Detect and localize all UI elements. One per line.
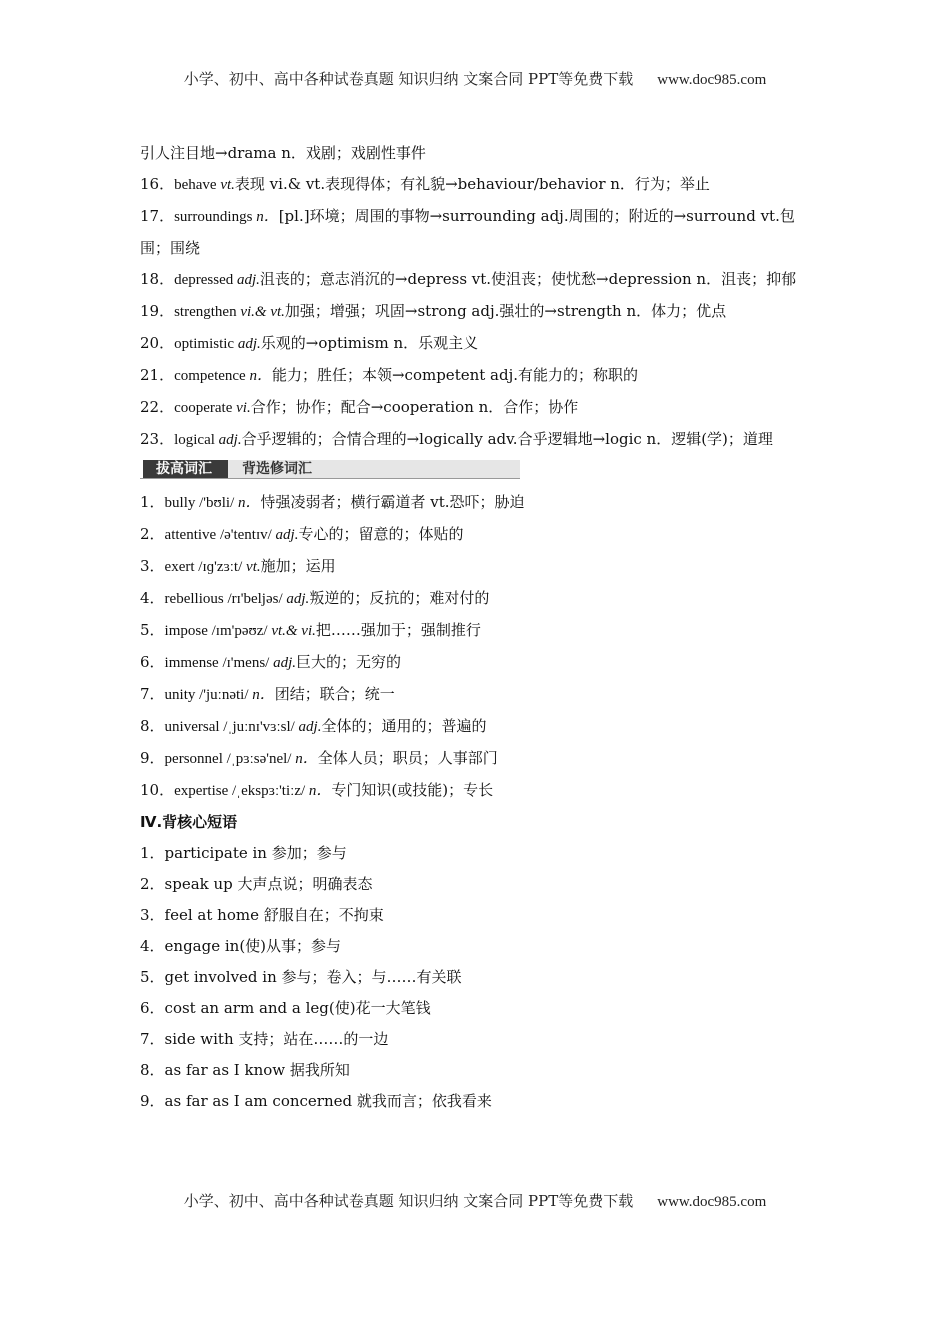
phrase-item: 7．side with 支持；站在……的一边 — [140, 1030, 389, 1048]
phrase-item: 5．get involved in 参与；卷入；与……有关联 — [140, 968, 462, 986]
entry-definition: 专心的；留意的；体贴的 — [298, 525, 464, 543]
vocab-entry — [140, 775, 815, 807]
entry-pos: adj. — [298, 719, 322, 735]
entry-pos: vt. — [246, 559, 261, 575]
document-body — [140, 138, 815, 1117]
entry-pos: n． — [308, 783, 332, 799]
phrase-item: 6．cost an arm and a leg(使)花一大笔钱 — [140, 999, 431, 1017]
phrase-list — [140, 838, 815, 1117]
entry-number: 2． — [140, 525, 165, 543]
entry-word: competence — [174, 368, 250, 384]
entry-word: impose /ɪm'pəʊz/ — [164, 623, 272, 639]
footer-text: 小学、初中、高中各种试卷真题 知识归纳 文案合同 PPT等免费下载 — [183, 1192, 634, 1210]
banner-tag: 拔高词汇 — [140, 460, 228, 478]
entry-number: 5． — [140, 621, 165, 639]
entry-definition: 能力；胜任；本领→competent adj.有能力的；称职的 — [271, 366, 639, 384]
entry-pos: n． — [238, 495, 261, 511]
entry-definition: 团结；联合；统一 — [274, 685, 395, 703]
entry-number: 16． — [140, 175, 175, 193]
entry-pos: n． — [295, 751, 318, 767]
vocab-entry — [140, 328, 815, 360]
vocab-entry — [140, 583, 815, 615]
vocab-entry — [140, 296, 815, 328]
entry-definition: 沮丧的；意志消沉的→depress vt.使沮丧；使忧愁→depression n．沮丧；抑郁 — [259, 270, 797, 288]
entry-number: 22． — [140, 398, 175, 416]
entry-number: 10． — [140, 781, 175, 799]
entry-definition: 乐观的→optimism n．乐观主义 — [260, 334, 479, 352]
entry-definition: 加强；增强；巩固→strong adj.强壮的→strength n．体力；优点 — [284, 302, 727, 320]
entry-word: universal /ˌjuːnɪ'vɜːsl/ — [164, 719, 299, 735]
vocab-entry — [140, 138, 815, 169]
entry-number: 23． — [140, 430, 175, 448]
entry-definition: 专门知识(或技能)；专长 — [331, 781, 494, 799]
vocab-entry — [140, 679, 815, 711]
entry-definition: 全体的；通用的；普遍的 — [321, 717, 487, 735]
entry-word: exert /ɪɡ'zɜːt/ — [164, 559, 247, 575]
vocab-entry — [140, 201, 815, 264]
entry-pos: n． — [249, 368, 272, 384]
entry-number: 3． — [140, 557, 165, 575]
page-footer — [0, 1190, 950, 1211]
phrases-heading: Ⅳ.背核心短语 — [140, 813, 238, 831]
entry-number: 9． — [140, 749, 165, 767]
header-url[interactable]: www.doc985.com — [657, 72, 767, 88]
entry-number: 20． — [140, 334, 175, 352]
entry-word: optimistic — [174, 336, 238, 352]
entry-word: expertise /ˌekspɜː'tiːz/ — [174, 783, 309, 799]
entry-definition: 施加；运用 — [260, 557, 336, 575]
entry-number: 19． — [140, 302, 175, 320]
page-header — [0, 68, 950, 89]
entry-word: unity /'juːnəti/ — [164, 687, 253, 703]
entry-definition: 把……强加于；强制推行 — [315, 621, 481, 639]
entry-pos: vt. — [220, 177, 235, 193]
entry-pos: n． — [256, 209, 279, 225]
phrase-item: 8．as far as I know 据我所知 — [140, 1061, 350, 1079]
entry-pos: adj. — [275, 527, 299, 543]
advanced-vocab-list — [140, 487, 815, 807]
entry-word: personnel /ˌpɜːsə'nel/ — [164, 751, 296, 767]
entry-definition: 叛逆的；反抗的；难对付的 — [309, 589, 490, 607]
entry-word: surroundings — [174, 209, 257, 225]
entry-word: attentive /ə'tentɪv/ — [164, 527, 276, 543]
entry-word: rebellious /rɪ'beljəs/ — [164, 591, 287, 607]
entry-definition: 引人注目地→drama n．戏剧；戏剧性事件 — [140, 144, 426, 162]
vocab-entry — [140, 647, 815, 679]
vocab-entry — [140, 551, 815, 583]
phrase-item: 4．engage in(使)从事；参与 — [140, 937, 342, 955]
entry-number: 18． — [140, 270, 175, 288]
entry-pos: n． — [252, 687, 275, 703]
entry-pos: vi. — [236, 400, 251, 416]
section-banner — [140, 460, 520, 479]
entry-definition: 巨大的；无穷的 — [296, 653, 402, 671]
entry-definition: 合作；协作；配合→cooperation n．合作；协作 — [250, 398, 579, 416]
entry-word: bully /'bʊli/ — [164, 495, 238, 511]
entry-word: logical — [174, 432, 219, 448]
entry-definition: 表现 vi.& vt.表现得体；有礼貌→behaviour/behavior n．行为；举止 — [234, 175, 710, 193]
entry-pos: vt.& vi. — [271, 623, 316, 639]
phrase-item: 1．participate in 参加；参与 — [140, 844, 347, 862]
vocab-entry — [140, 711, 815, 743]
entry-pos: adj. — [237, 272, 260, 288]
entry-word: depressed — [174, 272, 237, 288]
entry-definition: 恃强凌弱者；横行霸道者 vt.恐吓；胁迫 — [260, 493, 525, 511]
phrase-item: 9．as far as I am concerned 就我而言；依我看来 — [140, 1092, 492, 1110]
vocab-entry — [140, 743, 815, 775]
entry-word: strengthen — [174, 304, 241, 320]
footer-url[interactable]: www.doc985.com — [657, 1194, 767, 1210]
entry-number: 8． — [140, 717, 165, 735]
entry-number: 17． — [140, 207, 175, 225]
entry-definition: 合乎逻辑的；合情合理的→logically adv.合乎逻辑地→logic n．逻辑(学)；道理 — [241, 430, 773, 448]
entry-number: 6． — [140, 653, 165, 671]
entry-number: 1． — [140, 493, 165, 511]
entry-word: behave — [174, 177, 221, 193]
banner-title: 背选修词汇 — [242, 461, 312, 477]
vocab-entry — [140, 487, 815, 519]
entry-number: 7． — [140, 685, 165, 703]
entry-pos: adj. — [218, 432, 242, 448]
entry-pos: vi.& vt. — [240, 304, 285, 320]
header-text: 小学、初中、高中各种试卷真题 知识归纳 文案合同 PPT等免费下载 — [183, 70, 634, 88]
vocab-entry — [140, 169, 815, 201]
vocab-entry — [140, 360, 815, 392]
vocab-entry — [140, 615, 815, 647]
entry-word: immense /ɪ'mens/ — [164, 655, 274, 671]
vocab-entry — [140, 392, 815, 424]
vocab-entry — [140, 519, 815, 551]
entry-definition: [pl.]环境；周围的事物→surrounding adj.周围的；附近的→surround vt.包围；围绕 — [140, 207, 795, 257]
phrase-item: 2．speak up 大声点说；明确表态 — [140, 875, 373, 893]
vocab-list-continued — [140, 138, 815, 456]
entry-pos: adj. — [273, 655, 296, 671]
entry-word: cooperate — [174, 400, 237, 416]
phrase-item: 3．feel at home 舒服自在；不拘束 — [140, 906, 384, 924]
vocab-entry — [140, 424, 815, 456]
entry-number: 21． — [140, 366, 175, 384]
vocab-entry — [140, 264, 815, 296]
entry-pos: adj. — [237, 336, 261, 352]
entry-number: 4． — [140, 589, 165, 607]
entry-pos: adj. — [286, 591, 310, 607]
entry-definition: 全体人员；职员；人事部门 — [317, 749, 498, 767]
